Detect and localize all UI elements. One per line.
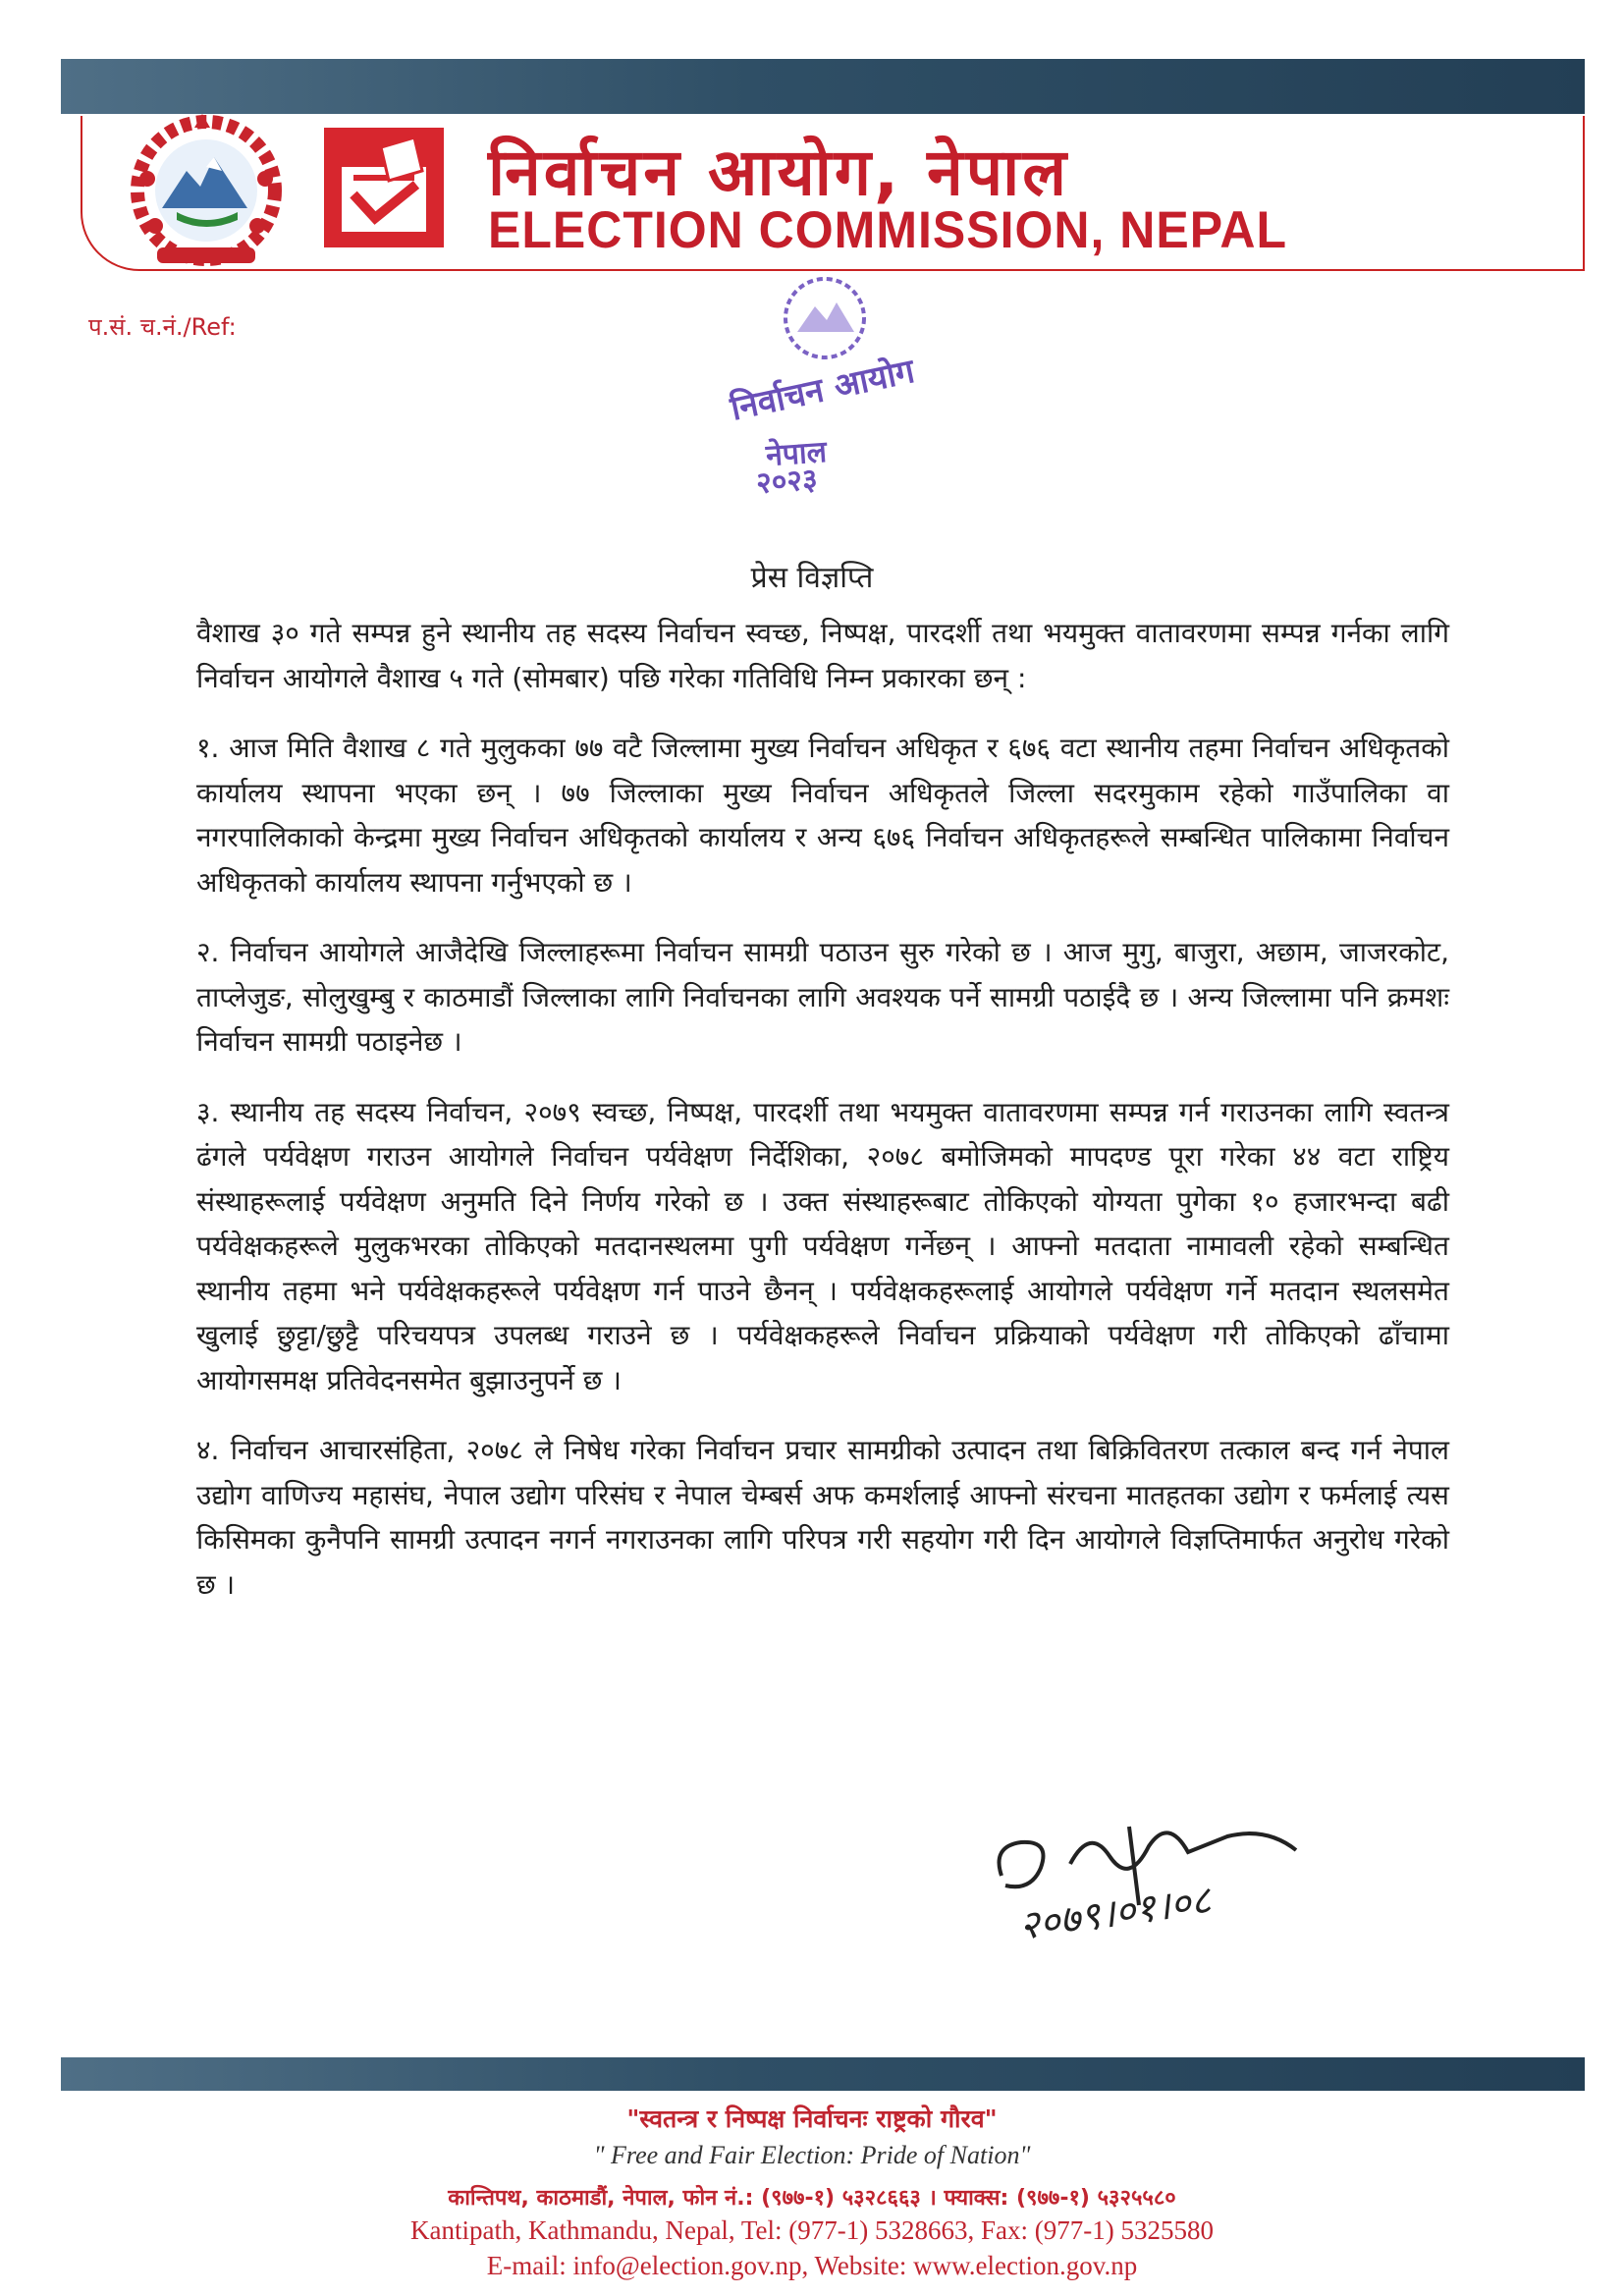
press-release-title: प्रेस विज्ञप्ति	[750, 561, 874, 595]
header-top-bar	[61, 59, 1585, 114]
commission-title-nepali: निर्वाचन आयोग, नेपाल	[488, 135, 1070, 210]
handwritten-signature	[982, 1807, 1316, 1974]
reference-number-label: प.सं. च.नं./Ref:	[88, 313, 237, 341]
motto-english: " Free and Fair Election: Pride of Nation"	[593, 2141, 1031, 2169]
commission-title-english: ELECTION COMMISSION, NEPAL	[488, 200, 1287, 259]
point-3-paragraph: ३. स्थानीय तह सदस्य निर्वाचन, २०७९ स्वच्छ, निष्पक्ष, पारदर्शी तथा भयमुक्त वातावरणमा सम्पन्न गर्न गराउनका लागि स्वतन्त्र ढंगले पर्यवेक्षण गराउन आयोगले निर्वाचन पर्यवेक्षण निर्देशिका, २०७८ बमोजिमको मापदण्ड पूरा गरेका ४४ वटा राष्ट्रिय संस्थाहरूलाई पर्यवेक्षण अनुमति दिने निर्णय गरेको छ । उक्त संस्थाहरूबाट तोकिएको योग्यता पुगेका १० हजारभन्दा बढी पर्यवेक्षकहरूले मुलुकभरका तोकिएको मतदानस्थलमा पुगी पर्यवेक्षण गर्नेछन् । आफ्नो मतदाता नामावली रहेको सम्बन्धित स्थानीय तहमा भने पर्यवेक्षकहरूले पर्यवेक्षण गर्न पाउने छैनन् । पर्यवेक्षकहरूलाई आयोगले पर्यवेक्षण गर्ने मतदान स्थलसमेत खुलाई छुट्टा/छुट्टै परिचयपत्र उपलब्ध गराउने छ । पर्यवेक्षकहरूले निर्वाचन प्रक्रियाको पर्यवेक्षण गरी तोकिएको ढाँचामा आयोगसमक्ष प्रतिवेदनसमेत बुझाउनुपर्ने छ ।	[196, 1095, 1449, 1396]
nepal-emblem-icon	[118, 110, 295, 277]
footer-bar	[61, 2057, 1585, 2091]
point-4-paragraph: ४. निर्वाचन आचारसंहिता, २०७८ ले निषेध गरेका निर्वाचन प्रचार सामग्रीको उत्पादन तथा बिक्रिवितरण तत्काल बन्द गर्न नेपाल उद्योग वाणिज्य महासंघ, नेपाल उद्योग परिसंघ र नेपाल चेम्बर्स अफ कमर्शलाई आफ्नो संरचना मातहतका उद्योग र फर्मलाई त्यस किसिमका कुनैपनि सामग्री उत्पादन नगर्न नगराउनका लागि परिपत्र गरी सहयोग गरी दिन आयोगले विज्ञप्तिमार्फत अनुरोध गरेको छ ।	[196, 1434, 1449, 1601]
signature-date: २०७९।०१।०८	[1015, 1877, 1215, 1949]
address-nepali: कान्तिपथ, काठमाडौं, नेपाल, फोन नं.: (९७७-१) ५३२८६६३ । फ्याक्स: (९७७-१) ५३२५५८०	[448, 2186, 1176, 2211]
point-2-paragraph: २. निर्वाचन आयोगले आजैदेखि जिल्लाहरूमा निर्वाचन सामग्री पठाउन सुरु गरेको छ । आज मुगु, बाजुरा, अछाम, जाजरकोट, ताप्लेजुङ, सोलुखुम्बु र काठमाडौं जिल्लाका लागि निर्वाचनका लागि अवश्यक पर्ने सामग्री पठाईदै छ । अन्य जिल्लामा पनि क्रमशः निर्वाचन सामग्री पठाइनेछ ।	[196, 936, 1449, 1058]
stamp-text-line2: नेपाल	[764, 434, 829, 474]
contact-email-website: E-mail: info@election.gov.np, Website: www.election.gov.np	[486, 2251, 1138, 2280]
intro-paragraph: वैशाख ३० गते सम्पन्न हुने स्थानीय तह सदस्य निर्वाचन स्वच्छ, निष्पक्ष, पारदर्शी तथा भयमुक्त वातावरणमा सम्पन्न गर्नका लागि निर्वाचन आयोगले वैशाख ५ गते (सोमबार) पछि गरेका गतिविधि निम्न प्रकारका छन् :	[196, 617, 1449, 694]
stamp-text-line1: निर्वाचन आयोग	[727, 351, 918, 429]
press-release-body	[196, 611, 1449, 1632]
address-english: Kantipath, Kathmandu, Nepal, Tel: (977-1) 5328663, Fax: (977-1) 5325580	[410, 2215, 1214, 2245]
point-1-paragraph: १. आज मिति वैशाख ८ गते मुलुकका ७७ वटै जिल्लामा मुख्य निर्वाचन अधिकृत र ६७६ वटा स्थानीय तहमा निर्वाचन अधिकृतको कार्यालय स्थापना भएका छन् । ७७ जिल्लाका मुख्य निर्वाचन अधिकृतले जिल्ला सदरमुकाम रहेको गाउँपालिका वा नगरपालिकाको केन्द्रमा मुख्य निर्वाचन अधिकृतको कार्यालय र अन्य ६७६ निर्वाचन अधिकृतहरूले सम्बन्धित पालिकामा निर्वाचन अधिकृतको कार्यालय स्थापना गर्नुभएको छ ।	[196, 732, 1449, 899]
ballot-box-logo-icon	[324, 128, 444, 247]
stamp-text-line3: २०२३	[754, 462, 819, 502]
motto-nepali: "स्वतन्त्र र निष्पक्ष निर्वाचनः राष्ट्रको गौरव"	[626, 2105, 998, 2133]
